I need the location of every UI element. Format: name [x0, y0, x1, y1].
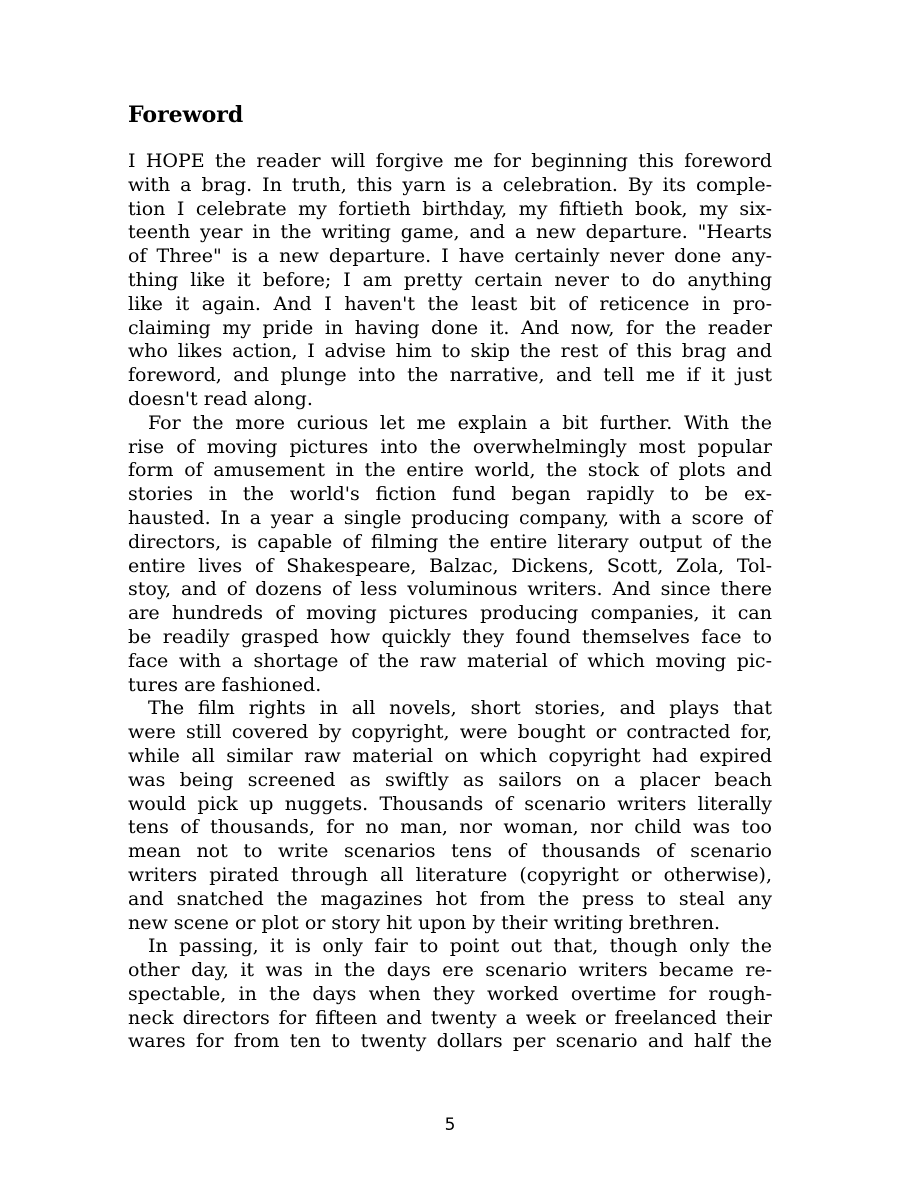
text-line: tion I celebrate my fortieth birthday, my fiftieth book, my six- — [128, 197, 772, 220]
text-line: doesn't read along. — [128, 387, 313, 410]
page-number: 5 — [444, 1115, 456, 1135]
text-line: be readily grasped how quickly they found themselves face to — [128, 625, 772, 648]
text-line: and snatched the magazines hot from the press to steal any — [128, 887, 772, 910]
text-line: mean not to write scenarios tens of thousands of scenario — [128, 840, 772, 863]
text-line: For the more curious let me explain a bit further. With the — [148, 411, 772, 434]
chapter-heading: Foreword — [128, 102, 244, 128]
body-text — [128, 150, 772, 1054]
text-line: hausted. In a year a single producing company, with a score of — [128, 506, 772, 529]
text-line: In passing, it is only fair to point out that, though only the — [148, 935, 772, 958]
text-line: neck directors for fifteen and twenty a week or freelanced their — [128, 1006, 772, 1029]
text-line: form of amusement in the entire world, the stock of plots and — [128, 459, 772, 482]
text-line: entire lives of Shakespeare, Balzac, Dickens, Scott, Zola, Tol- — [128, 554, 772, 577]
text-line: directors, is capable of filming the entire literary output of the — [128, 530, 772, 553]
text-line: stories in the world's fiction fund began rapidly to be ex- — [128, 483, 772, 506]
paragraph — [128, 412, 772, 698]
text-line: was being screened as swiftly as sailors on a placer beach — [128, 768, 772, 791]
text-line: spectable, in the days when they worked overtime for rough- — [128, 982, 772, 1005]
text-line: of Three" is a new departure. I have certainly never done any- — [128, 245, 772, 268]
paragraph — [128, 697, 772, 935]
text-line: thing like it before; I am pretty certain never to do anything — [128, 268, 772, 291]
text-line: teenth year in the writing game, and a new departure. "Hearts — [128, 221, 772, 244]
text-line: wares for from ten to twenty dollars per scenario and half the — [128, 1030, 772, 1053]
text-line: writers pirated through all literature (copyright or otherwise), — [128, 863, 772, 886]
text-line: tures are fashioned. — [128, 673, 322, 696]
text-line: with a brag. In truth, this yarn is a celebration. By its comple- — [128, 173, 772, 196]
text-line: face with a shortage of the raw material of which moving pic- — [128, 649, 772, 672]
paragraph — [128, 150, 772, 412]
text-line: who likes action, I advise him to skip the rest of this brag and — [128, 340, 772, 363]
text-line: new scene or plot or story hit upon by their writing brethren. — [128, 911, 720, 934]
text-line: The film rights in all novels, short stories, and plays that — [148, 697, 772, 720]
text-line: stoy, and of dozens of less voluminous writers. And since there — [128, 578, 772, 601]
text-line: like it again. And I haven't the least bit of reticence in pro- — [128, 292, 772, 315]
text-line: were still covered by copyright, were bought or contracted for, — [128, 721, 772, 744]
text-line: rise of moving pictures into the overwhelmingly most popular — [128, 435, 772, 458]
text-line: I HOPE the reader will forgive me for beginning this foreword — [128, 150, 772, 172]
text-line: other day, it was in the days ere scenario writers became re- — [128, 959, 772, 982]
text-line: foreword, and plunge into the narrative, and tell me if it just — [128, 364, 772, 387]
text-line: are hundreds of moving pictures producing companies, it can — [128, 602, 772, 625]
paragraph — [128, 935, 772, 1054]
text-line: tens of thousands, for no man, nor woman, nor child was too — [128, 816, 772, 839]
text-line: while all similar raw material on which copyright had expired — [128, 744, 772, 767]
text-line: claiming my pride in having done it. And now, for the reader — [128, 316, 772, 339]
text-line: would pick up nuggets. Thousands of scenario writers literally — [128, 792, 772, 815]
